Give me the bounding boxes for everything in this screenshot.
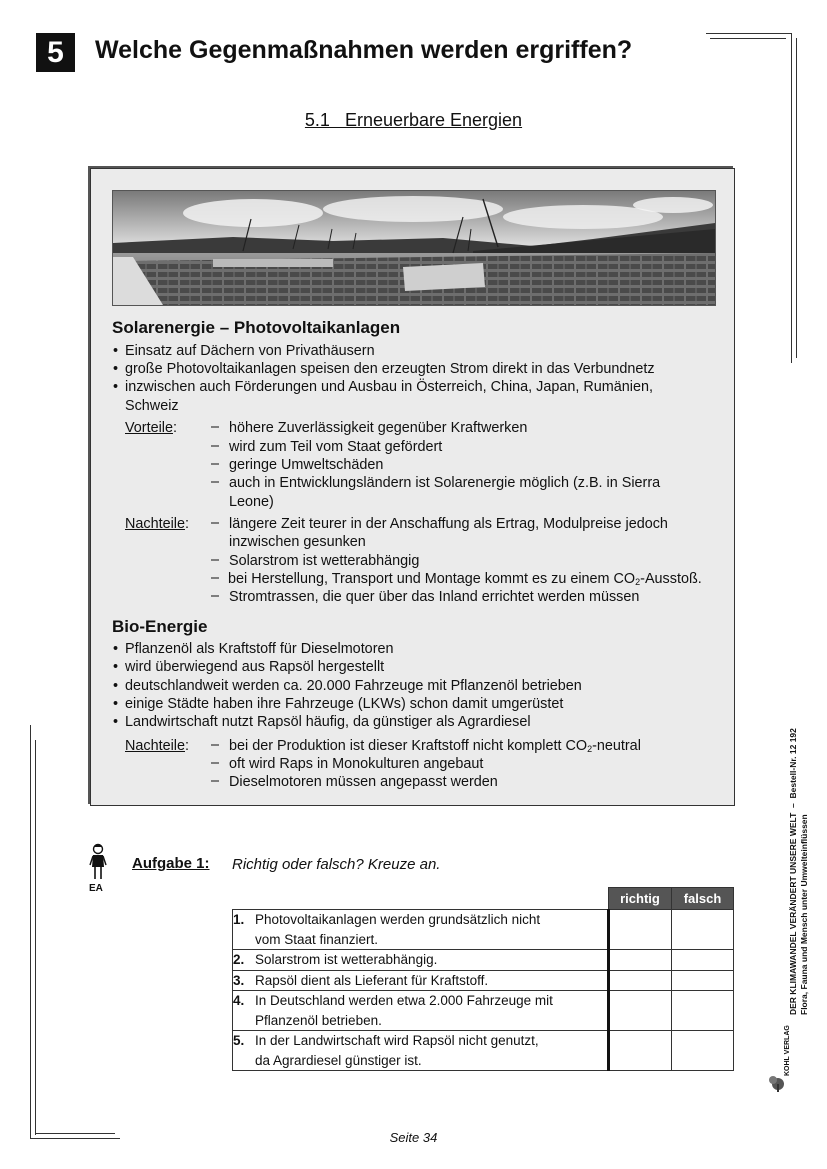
solar-pros-label: Vorteile: xyxy=(125,420,177,436)
dash: – xyxy=(211,570,220,586)
solar-pro-item: auch in Entwicklungsländern ist Solarenergie möglich (z.B. in Sierra xyxy=(229,475,661,491)
solar-con-item: längere Zeit teurer in der Anschaffung als Ertrag, Modulpreise jedoch xyxy=(229,516,668,532)
tree-logo-icon xyxy=(768,1042,796,1092)
quiz-row xyxy=(233,970,734,991)
co2-subscript: 2 xyxy=(635,577,641,587)
statement-number: 2. xyxy=(233,952,245,967)
solar-pro-item-continued: Leone) xyxy=(229,494,274,510)
dash: – xyxy=(211,419,220,435)
checkbox-true[interactable] xyxy=(609,910,672,950)
dash: – xyxy=(211,755,220,771)
dash: – xyxy=(211,474,220,490)
pros-label-text: Vorteile xyxy=(125,420,173,436)
quiz-statement xyxy=(233,1031,609,1071)
solar-panels-image xyxy=(113,191,715,305)
student-icon xyxy=(88,843,108,883)
frame-top-right-h2 xyxy=(710,38,786,39)
checkbox-false[interactable] xyxy=(672,910,734,950)
dash: – xyxy=(211,737,220,753)
chapter-title: Welche Gegenmaßnahmen werden ergriffen? xyxy=(95,36,633,64)
bio-bullet: • deutschlandweit werden ca. 20.000 Fahrzeuge mit Pflanzenöl betrieben xyxy=(125,677,582,695)
solar-cons-label: Nachteile: xyxy=(125,516,189,532)
bio-bullet: • Landwirtschaft nutzt Rapsöl häufig, da günstiger als Agrardiesel xyxy=(125,713,531,731)
person-icon xyxy=(88,843,108,883)
checkbox-false[interactable] xyxy=(672,1031,734,1071)
frame-bottom-left-v1 xyxy=(30,725,31,1138)
solar-pro-item: geringe Umweltschäden xyxy=(229,457,384,473)
quiz-row xyxy=(233,950,734,971)
work-mode-badge: EA xyxy=(89,883,103,894)
section-title: 5.1 Erneuerbare Energien xyxy=(304,110,523,130)
dash: – xyxy=(211,515,220,531)
solar-pro-item: wird zum Teil vom Staat gefördert xyxy=(229,439,443,455)
statement-number: 3. xyxy=(233,972,245,988)
bio-bullet: • einige Städte haben ihre Fahrzeuge (LKWs) schon damit umgerüstet xyxy=(125,695,563,713)
publisher-logo xyxy=(768,1025,796,1092)
solar-bullet: • große Photovoltaikanlagen speisen den erzeugten Strom direkt in das Verbundnetz xyxy=(125,360,655,378)
col-header-false: falsch xyxy=(672,888,734,910)
quiz-statement xyxy=(233,950,609,971)
dash: – xyxy=(211,456,220,472)
bio-heading: Bio-Energie xyxy=(112,617,208,636)
solar-heading: Solarenergie – Photovoltaikanlagen xyxy=(112,318,401,337)
sidebar-line1 xyxy=(788,728,799,1015)
checkbox-true[interactable] xyxy=(609,1031,672,1071)
bio-bullet: • wird überwiegend aus Rapsöl hergestellt xyxy=(125,658,384,676)
solar-bullet-continued: Schweiz xyxy=(125,398,179,414)
solar-bullet: • inzwischen auch Förderungen und Ausbau in Österreich, China, Japan, Rumänien, xyxy=(125,378,653,396)
quiz-header-row xyxy=(233,888,734,910)
quiz-row xyxy=(233,1031,734,1071)
checkbox-true[interactable] xyxy=(609,991,672,1031)
statement-text-continued: vom Staat finanziert. xyxy=(255,931,379,947)
sidebar-series-title: DER KLIMAWANDEL VERÄNDERT UNSERE WELT xyxy=(788,812,798,1015)
quiz-header-spacer xyxy=(233,888,609,910)
publisher-name: KOHL VERLAG xyxy=(784,1025,791,1076)
checkbox-true[interactable] xyxy=(609,950,672,971)
bio-bullet: • Pflanzenöl als Kraftstoff für Dieselmotoren xyxy=(125,640,394,658)
task-instruction: Richtig oder falsch? Kreuze an. xyxy=(232,856,441,873)
quiz-statement xyxy=(233,910,609,950)
solar-con-item-continued: inzwischen gesunken xyxy=(229,534,366,550)
frame-top-right-v2 xyxy=(796,38,797,358)
dash: – xyxy=(211,438,220,454)
quiz-statement xyxy=(233,970,609,991)
frame-top-right-v1 xyxy=(791,33,792,363)
statement-text-continued: Pflanzenöl betrieben. xyxy=(255,1012,382,1028)
solar-panels-photo xyxy=(112,190,716,306)
co2-suffix: -Ausstoß. xyxy=(640,571,702,587)
sidebar-separator: – xyxy=(788,803,798,808)
chapter-number-badge: 5 xyxy=(36,33,75,72)
statement-text-continued: da Agrardiesel günstiger ist. xyxy=(255,1052,422,1068)
bio-cons-label: Nachteile: xyxy=(125,738,189,754)
bio-con-item: oft wird Raps in Monokulturen angebaut xyxy=(229,756,484,772)
statement-text: In der Landwirtschaft wird Rapsöl nicht genutzt, xyxy=(255,1033,539,1048)
statement-text: Photovoltaikanlagen werden grundsätzlich nicht xyxy=(255,912,541,927)
quiz-row xyxy=(233,991,734,1031)
statement-text: In Deutschland werden etwa 2.000 Fahrzeuge mit xyxy=(255,993,553,1008)
dash: – xyxy=(211,773,220,789)
bio-co2-text: bei der Produktion ist dieser Kraftstoff nicht komplett CO xyxy=(229,738,588,754)
dash: – xyxy=(211,552,220,568)
statement-number: 4. xyxy=(233,993,245,1008)
sidebar-text xyxy=(788,728,809,1015)
bio-co2-suffix: -neutral xyxy=(592,738,641,754)
checkbox-false[interactable] xyxy=(672,991,734,1031)
statement-text: Solarstrom ist wetterabhängig. xyxy=(255,952,438,967)
frame-bottom-left-v2 xyxy=(35,740,36,1135)
statement-text: Rapsöl dient als Lieferant für Kraftstoff. xyxy=(255,972,489,988)
bio-con-item: Dieselmotoren müssen angepasst werden xyxy=(229,774,498,790)
solar-con-item: Solarstrom ist wetterabhängig xyxy=(229,553,420,569)
quiz-statement xyxy=(233,991,609,1031)
bio-cons-label-text: Nachteile xyxy=(125,738,185,754)
statement-number: 1. xyxy=(233,912,245,927)
co2-text: bei Herstellung, Transport und Montage kommt es zu einem CO xyxy=(228,571,636,587)
bio-co2-subscript: 2 xyxy=(587,744,593,754)
col-header-true: richtig xyxy=(609,888,672,910)
task-label: Aufgabe 1: xyxy=(132,855,210,872)
quiz-table xyxy=(232,887,734,1071)
statement-number: 5. xyxy=(233,1033,245,1048)
checkbox-true[interactable] xyxy=(609,970,672,991)
cons-label-text: Nachteile xyxy=(125,516,185,532)
frame-top-right-h1 xyxy=(706,33,792,34)
solar-pro-item: höhere Zuverlässigkeit gegenüber Kraftwerken xyxy=(229,420,528,436)
solar-con-item: Stromtrassen, die quer über das Inland errichtet werden müssen xyxy=(229,589,640,605)
checkbox-false[interactable] xyxy=(672,970,734,991)
dash: – xyxy=(211,588,220,604)
quiz-row xyxy=(233,910,734,950)
sidebar-order-number: Bestell-Nr. 12 192 xyxy=(788,728,798,799)
page-number: Seite 34 xyxy=(389,1130,438,1145)
checkbox-false[interactable] xyxy=(672,950,734,971)
solar-bullet: • Einsatz auf Dächern von Privathäusern xyxy=(125,342,375,360)
sidebar-line2: Flora, Fauna und Mensch unter Umwelteinflüssen xyxy=(798,814,809,1015)
